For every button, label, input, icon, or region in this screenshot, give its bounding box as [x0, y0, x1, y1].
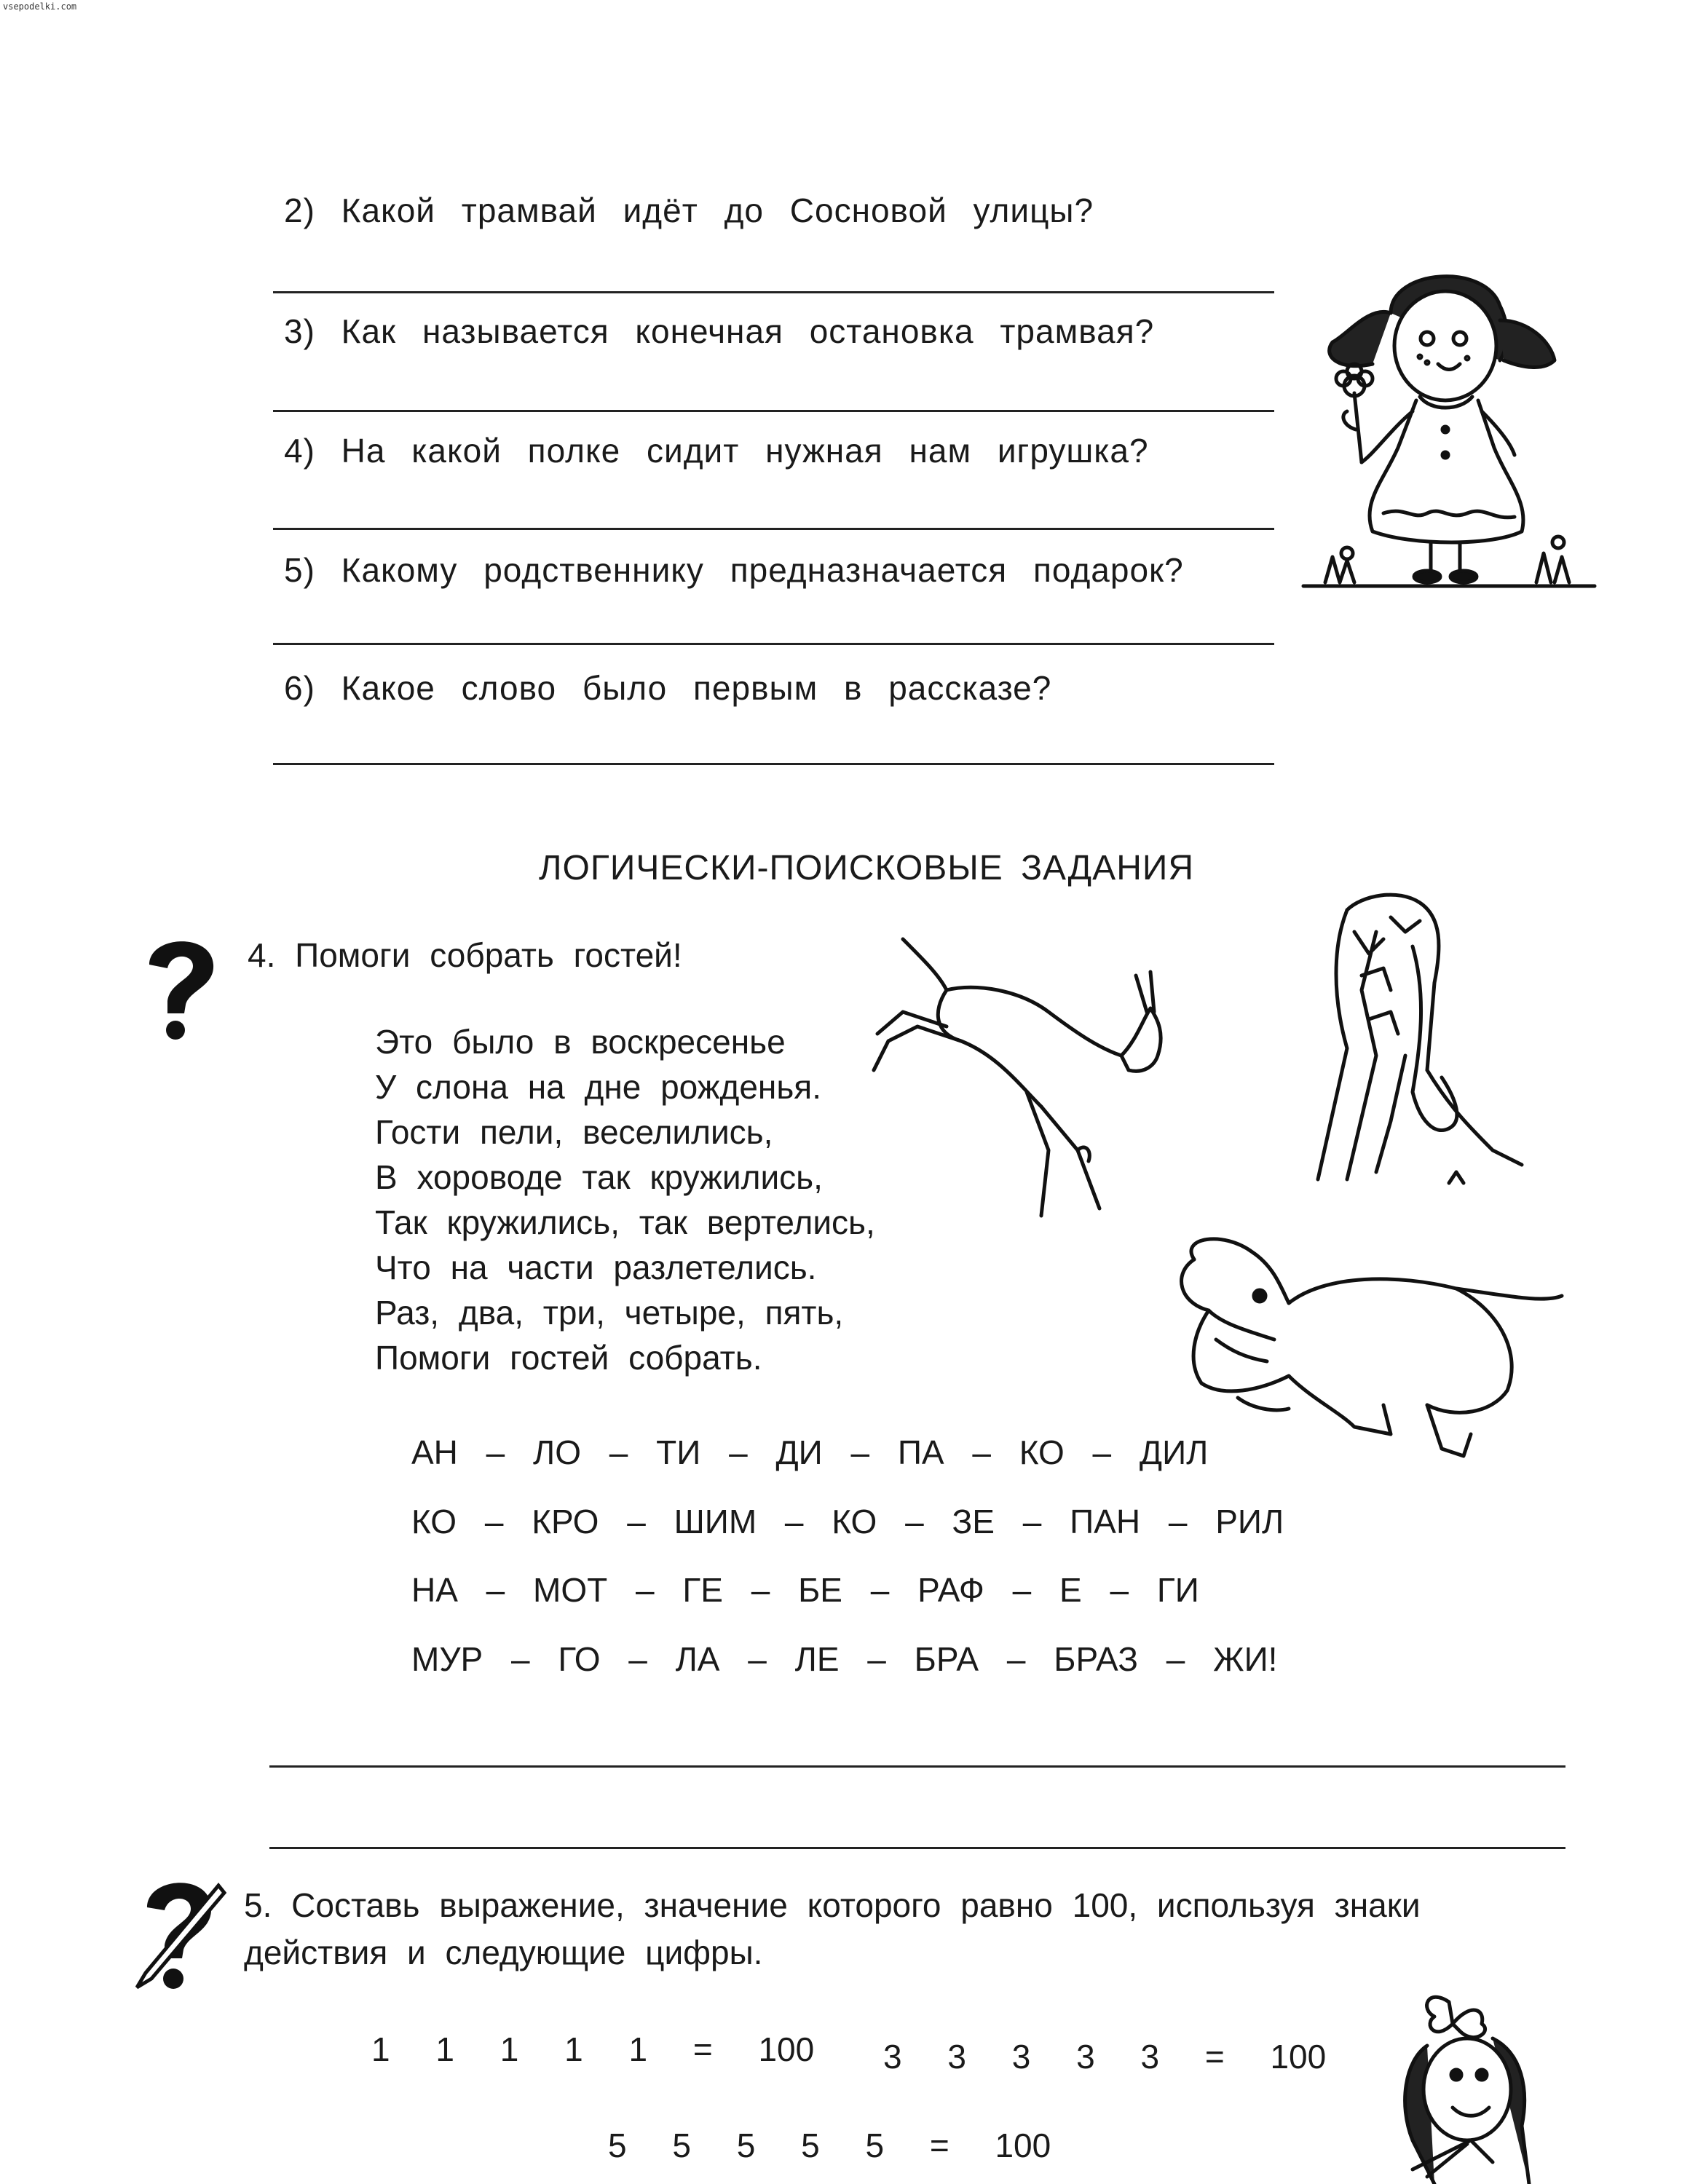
girl-with-pen-illustration: [1383, 1980, 1587, 2184]
poem-line: Это было в воскресенье: [375, 1023, 786, 1061]
poem-line: В хороводе так кружились,: [375, 1158, 823, 1196]
answer-line-6[interactable]: [273, 763, 1274, 765]
syllable-row-1: АН – ЛО – ТИ – ДИ – ПА – КО – ДИЛ: [411, 1433, 1209, 1471]
antelope-illustration: [859, 932, 1201, 1223]
syllable-row-2: КО – КРО – ШИМ – КО – ЗЕ – ПАН – РИЛ: [411, 1503, 1284, 1540]
poem-line: Гости пели, веселились,: [375, 1113, 773, 1151]
answer-line-2[interactable]: [273, 291, 1274, 293]
question-5: 5) Какому родственнику предназначается подарок?: [284, 551, 1184, 589]
poem-line: У слона на дне рожденья.: [375, 1068, 821, 1106]
question-6: 6) Какое слово было первым в рассказе?: [284, 669, 1052, 707]
question-mark-icon: [135, 932, 222, 1041]
task-4-title: 4. Помоги собрать гостей!: [248, 936, 682, 974]
answer-line-task4-2[interactable]: [269, 1847, 1565, 1849]
poem-line: Помоги гостей собрать.: [375, 1339, 762, 1377]
poem-line: Раз, два, три, четыре, пять,: [375, 1294, 844, 1332]
task-5-title-line-1: 5. Составь выражение, значение которого равно 100, используя знаки: [244, 1886, 1421, 1924]
giraffe-illustration: [1303, 888, 1580, 1194]
syllable-row-4: МУР – ГО – ЛА – ЛЕ – БРА – БРАЗ – ЖИ!: [411, 1640, 1278, 1678]
question-mark-pen-icon: [131, 1871, 226, 1998]
question-3: 3) Как называется конечная остановка трамвая?: [284, 312, 1155, 350]
answer-line-task4-1[interactable]: [269, 1765, 1565, 1768]
equation-fives: 5 5 5 5 5 = 100: [608, 2126, 1051, 2164]
answer-line-3[interactable]: [273, 410, 1274, 412]
answer-line-5[interactable]: [273, 643, 1274, 645]
poem: [375, 1019, 875, 1380]
section-heading: ЛОГИЧЕСКИ-ПОИСКОВЫЕ ЗАДАНИЯ: [539, 849, 1195, 887]
question-4: 4) На какой полке сидит нужная нам игрушка?: [284, 432, 1149, 470]
equation-threes: 3 3 3 3 3 = 100: [883, 2038, 1327, 2076]
equation-ones: 1 1 1 1 1 = 100: [371, 2030, 815, 2068]
answer-line-4[interactable]: [273, 528, 1274, 530]
hippo-illustration: [1165, 1230, 1587, 1463]
girl-with-flower-illustration: [1303, 262, 1602, 604]
task-5-title-line-2: действия и следующие цифры.: [244, 1934, 763, 1971]
syllable-row-3: НА – МОТ – ГЕ – БЕ – РАФ – Е – ГИ: [411, 1571, 1199, 1609]
poem-line: Так кружились, так вертелись,: [375, 1203, 875, 1241]
poem-line: Что на части разлетелись.: [375, 1249, 817, 1286]
question-2: 2) Какой трамвай идёт до Сосновой улицы?: [284, 191, 1094, 229]
watermark: vsepodelki.com: [3, 1, 77, 12]
